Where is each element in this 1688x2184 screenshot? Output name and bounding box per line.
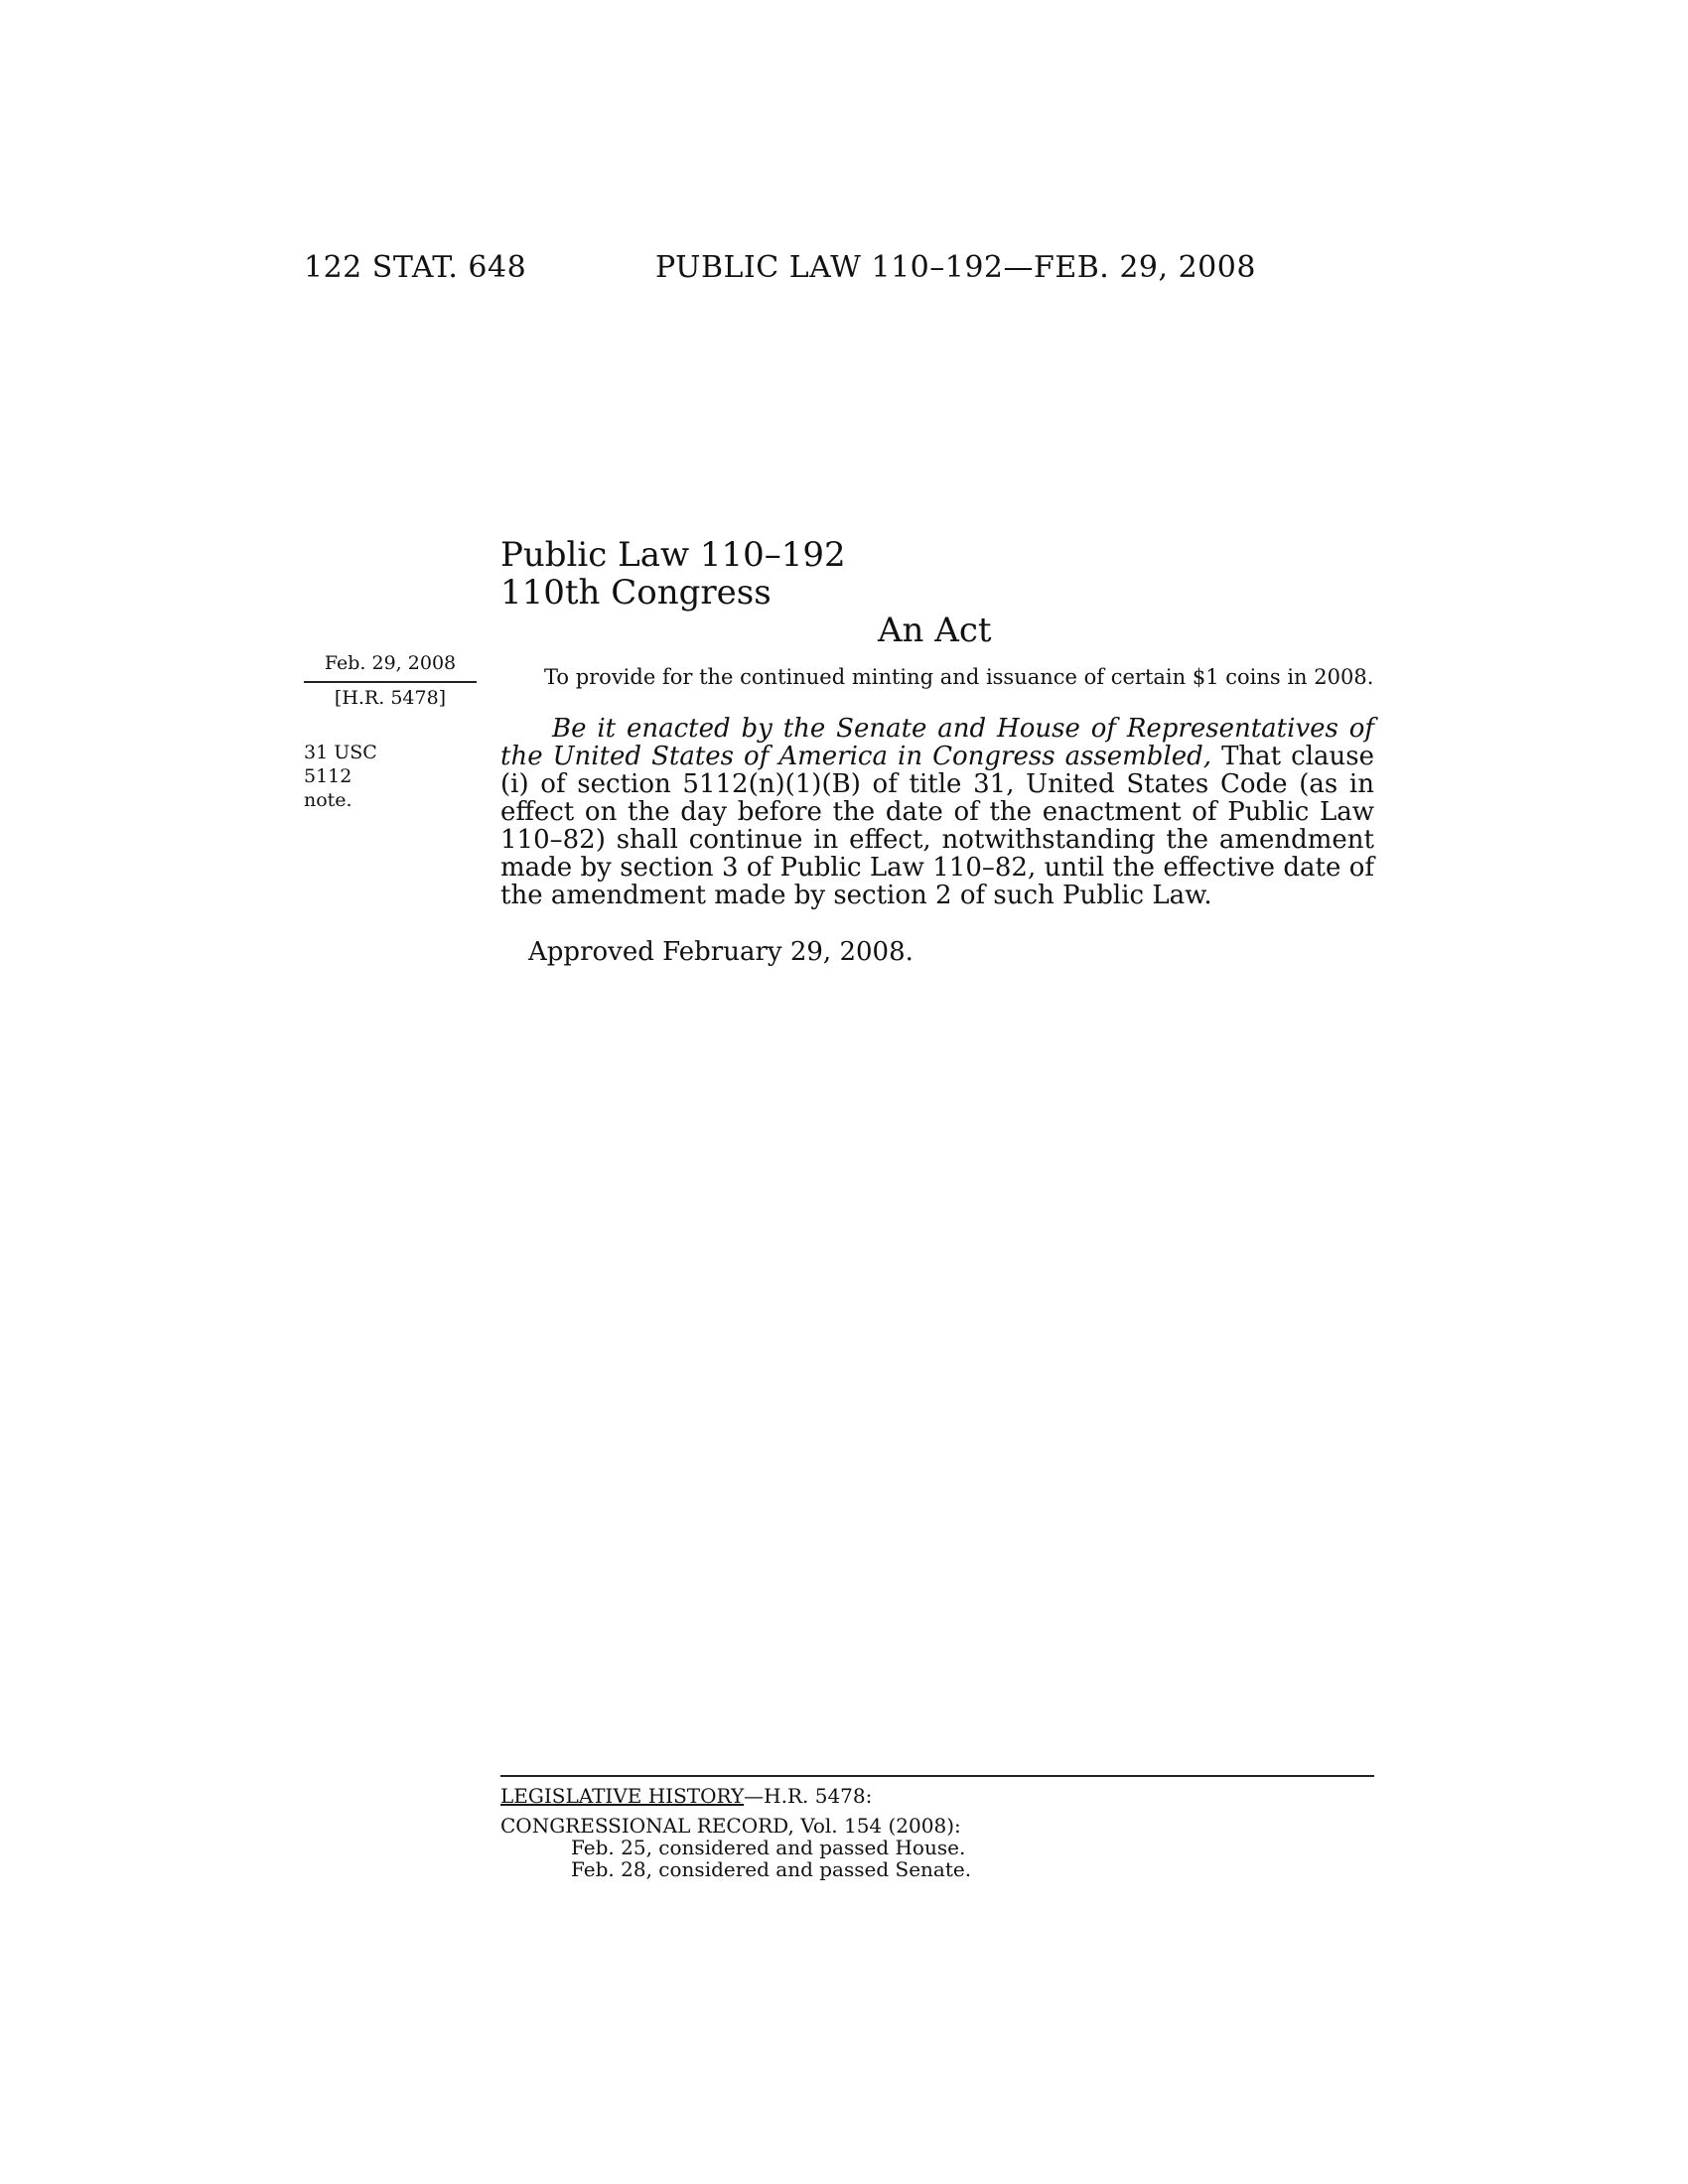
history-entry: Feb. 25, considered and passed House. [571,1836,966,1859]
margin-bill-number: [H.R. 5478] [334,687,447,709]
approval-date: Approved February 29, 2008. [528,937,914,967]
legislative-history-bill: —H.R. 5478: [744,1784,873,1808]
act-provision: That clause (i) of section 5112(n)(1)(B) of title 31, United States Code (as in effect on the day before the date of the enactment of Public Law 110–82) shall continue in effect, notwithstanding the amendment made by section 3 of Public Law 110–82, until the effective date of the amendment made by section 2 of such Public Law. [500,742,1375,910]
margin-usc-citation-line1: 31 USC 5112 [304,742,377,787]
history-entry: Feb. 28, considered and passed Senate. [571,1857,972,1881]
margin-divider [304,681,477,683]
enacting-clause: Be it enacted by the Senate and House of Representatives of the United States of America in Congress assembled, [500,714,1374,771]
footer-divider [500,1775,1374,1777]
public-law-number: Public Law 110–192 [500,535,846,575]
act-body-text [500,715,1374,909]
margin-usc-citation [304,741,423,812]
act-purpose: To provide for the continued minting and issuance of certain $1 coins in 2008. [544,665,1374,689]
legislative-history-label: LEGISLATIVE HISTORY [500,1784,745,1808]
congress-session: 110th Congress [500,573,772,613]
stat-page-reference: 122 STAT. 648 [304,250,527,285]
margin-date: Feb. 29, 2008 [324,652,457,674]
running-header-title: PUBLIC LAW 110–192—FEB. 29, 2008 [655,250,1256,285]
legislative-history-heading [500,1784,872,1808]
margin-usc-citation-line2: note. [304,789,352,811]
congressional-record: CONGRESSIONAL RECORD, Vol. 154 (2008): [500,1814,961,1838]
act-heading: An Act [878,611,992,650]
